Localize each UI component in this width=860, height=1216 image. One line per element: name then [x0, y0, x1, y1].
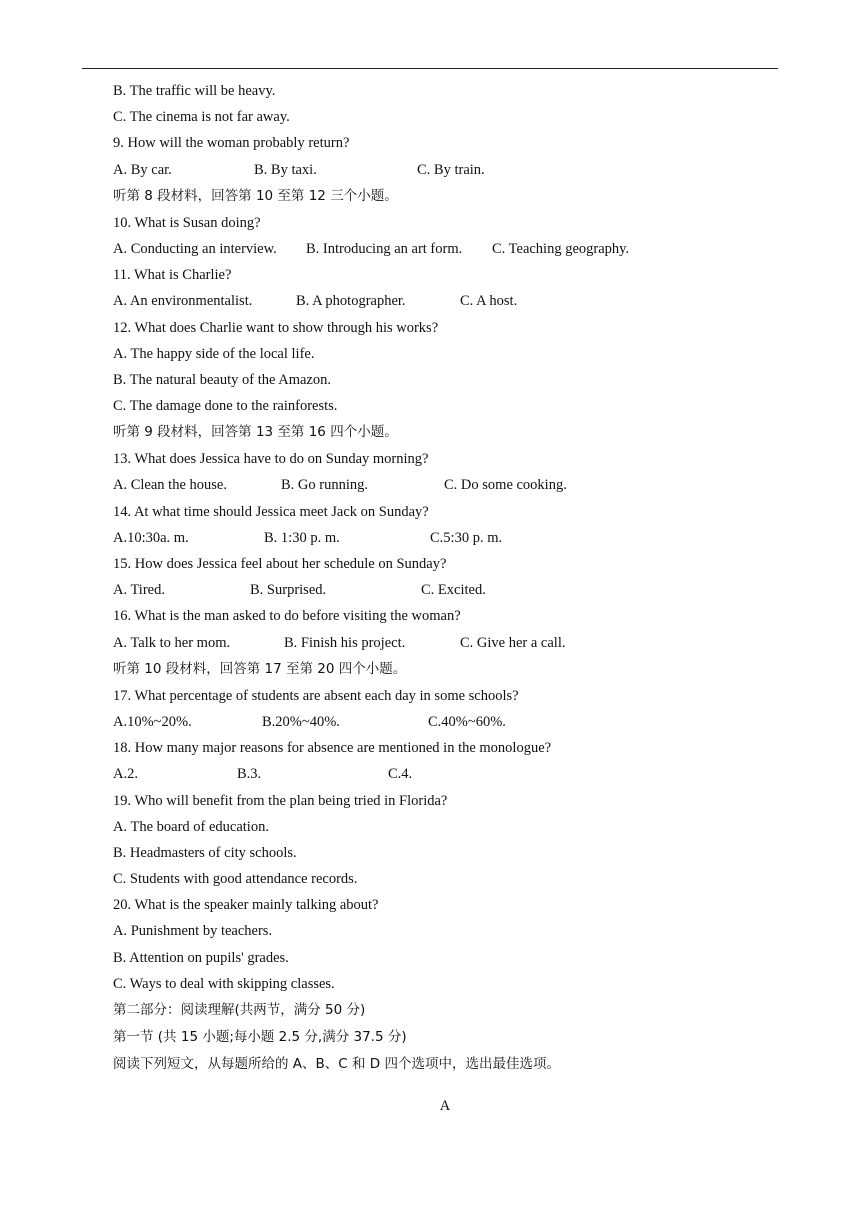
question-text: 17. What percentage of students are absent each day in some schools?: [113, 687, 519, 704]
option-b: B.3.: [237, 766, 262, 783]
option-b: B. Finish his project.: [284, 634, 406, 651]
option-line: B. The traffic will be heavy.: [113, 83, 276, 99]
options-row: [113, 529, 793, 547]
option-a: A. Conducting an interview.: [113, 240, 277, 257]
options-row: [113, 292, 793, 310]
option-b: B. Go running.: [281, 477, 368, 494]
option-b: B. By taxi.: [254, 161, 317, 178]
options-row: [113, 581, 793, 599]
question-text: 9. How will the woman probably return?: [113, 135, 350, 152]
question-text: 18. How many major reasons for absence are mentioned in the monologue?: [113, 740, 552, 757]
option-line: C. The damage done to the rainforests.: [113, 398, 338, 415]
section-heading: 听第 10 段材料，回答第 17 至第 20 四个小题。: [113, 660, 407, 677]
question-text: 19. Who will benefit from the plan being tried in Florida?: [113, 792, 448, 809]
options-row: [113, 240, 793, 258]
option-a: A.2.: [113, 766, 138, 783]
option-a: A.10%~20%.: [113, 713, 192, 730]
option-line: C. Students with good attendance records.: [113, 871, 358, 888]
question-text: 12. What does Charlie want to show through his works?: [113, 319, 439, 336]
options-row: [113, 161, 793, 179]
option-line: B. Attention on pupils' grades.: [113, 949, 289, 966]
option-c: C. Give her a call.: [460, 634, 566, 651]
option-c: C. Teaching geography.: [492, 240, 630, 257]
option-b: B. A photographer.: [296, 293, 406, 310]
option-line: C. The cinema is not far away.: [113, 109, 290, 126]
option-c: C. A host.: [460, 293, 518, 310]
option-c: C.40%~60%.: [428, 713, 506, 730]
question-text: 15. How does Jessica feel about her schedule on Sunday?: [113, 556, 447, 572]
exam-content: [113, 82, 793, 1082]
section-heading: 阅读下列短文，从每题所给的 A、B、C 和 D 四个选项中，选出最佳选项。: [113, 1056, 560, 1072]
options-row: [113, 634, 793, 652]
option-line: A. Punishment by teachers.: [113, 923, 273, 940]
option-b: B. 1:30 p. m.: [264, 529, 340, 546]
passage-letter: A: [439, 1098, 451, 1114]
option-a: A. An environmentalist.: [113, 293, 253, 310]
option-line: A. The happy side of the local life.: [113, 345, 315, 362]
question-text: 11. What is Charlie?: [113, 267, 232, 284]
option-a: A. Clean the house.: [113, 477, 227, 494]
option-b: B. Introducing an art form.: [306, 240, 463, 257]
option-a: A. Talk to her mom.: [113, 634, 231, 651]
question-text: 14. At what time should Jessica meet Jack on Sunday?: [113, 503, 429, 520]
section-heading: 第二部分：阅读理解(共两节，满分 50 分): [113, 1002, 366, 1018]
options-row: [113, 765, 793, 783]
option-c: C. By train.: [417, 161, 485, 178]
option-a: A. Tired.: [113, 582, 165, 599]
option-line: C. Ways to deal with skipping classes.: [113, 975, 335, 992]
option-c: C. Do some cooking.: [444, 477, 567, 494]
header-rule: [82, 68, 778, 69]
options-row: [113, 476, 793, 494]
option-c: C. Excited.: [421, 582, 486, 599]
option-c: C.4.: [388, 766, 413, 783]
section-heading: 第一节 (共 15 小题;每小题 2.5 分,满分 37.5 分): [113, 1029, 407, 1045]
section-heading: 听第 8 段材料，回答第 10 至第 12 三个小题。: [113, 187, 398, 204]
question-text: 13. What does Jessica have to do on Sunday morning?: [113, 451, 429, 468]
option-line: B. The natural beauty of the Amazon.: [113, 371, 331, 388]
option-line: A. The board of education.: [113, 818, 269, 835]
option-a: A.10:30a. m.: [113, 529, 189, 546]
section-heading: 听第 9 段材料，回答第 13 至第 16 四个小题。: [113, 424, 398, 441]
option-line: B. Headmasters of city schools.: [113, 844, 297, 861]
option-c: C.5:30 p. m.: [430, 529, 503, 546]
question-text: 10. What is Susan doing?: [113, 214, 261, 231]
option-a: A. By car.: [113, 161, 172, 178]
question-text: 20. What is the speaker mainly talking about?: [113, 897, 379, 914]
question-text: 16. What is the man asked to do before visiting the woman?: [113, 608, 461, 625]
option-b: B.20%~40%.: [262, 713, 340, 730]
options-row: [113, 713, 793, 731]
option-b: B. Surprised.: [250, 582, 327, 599]
